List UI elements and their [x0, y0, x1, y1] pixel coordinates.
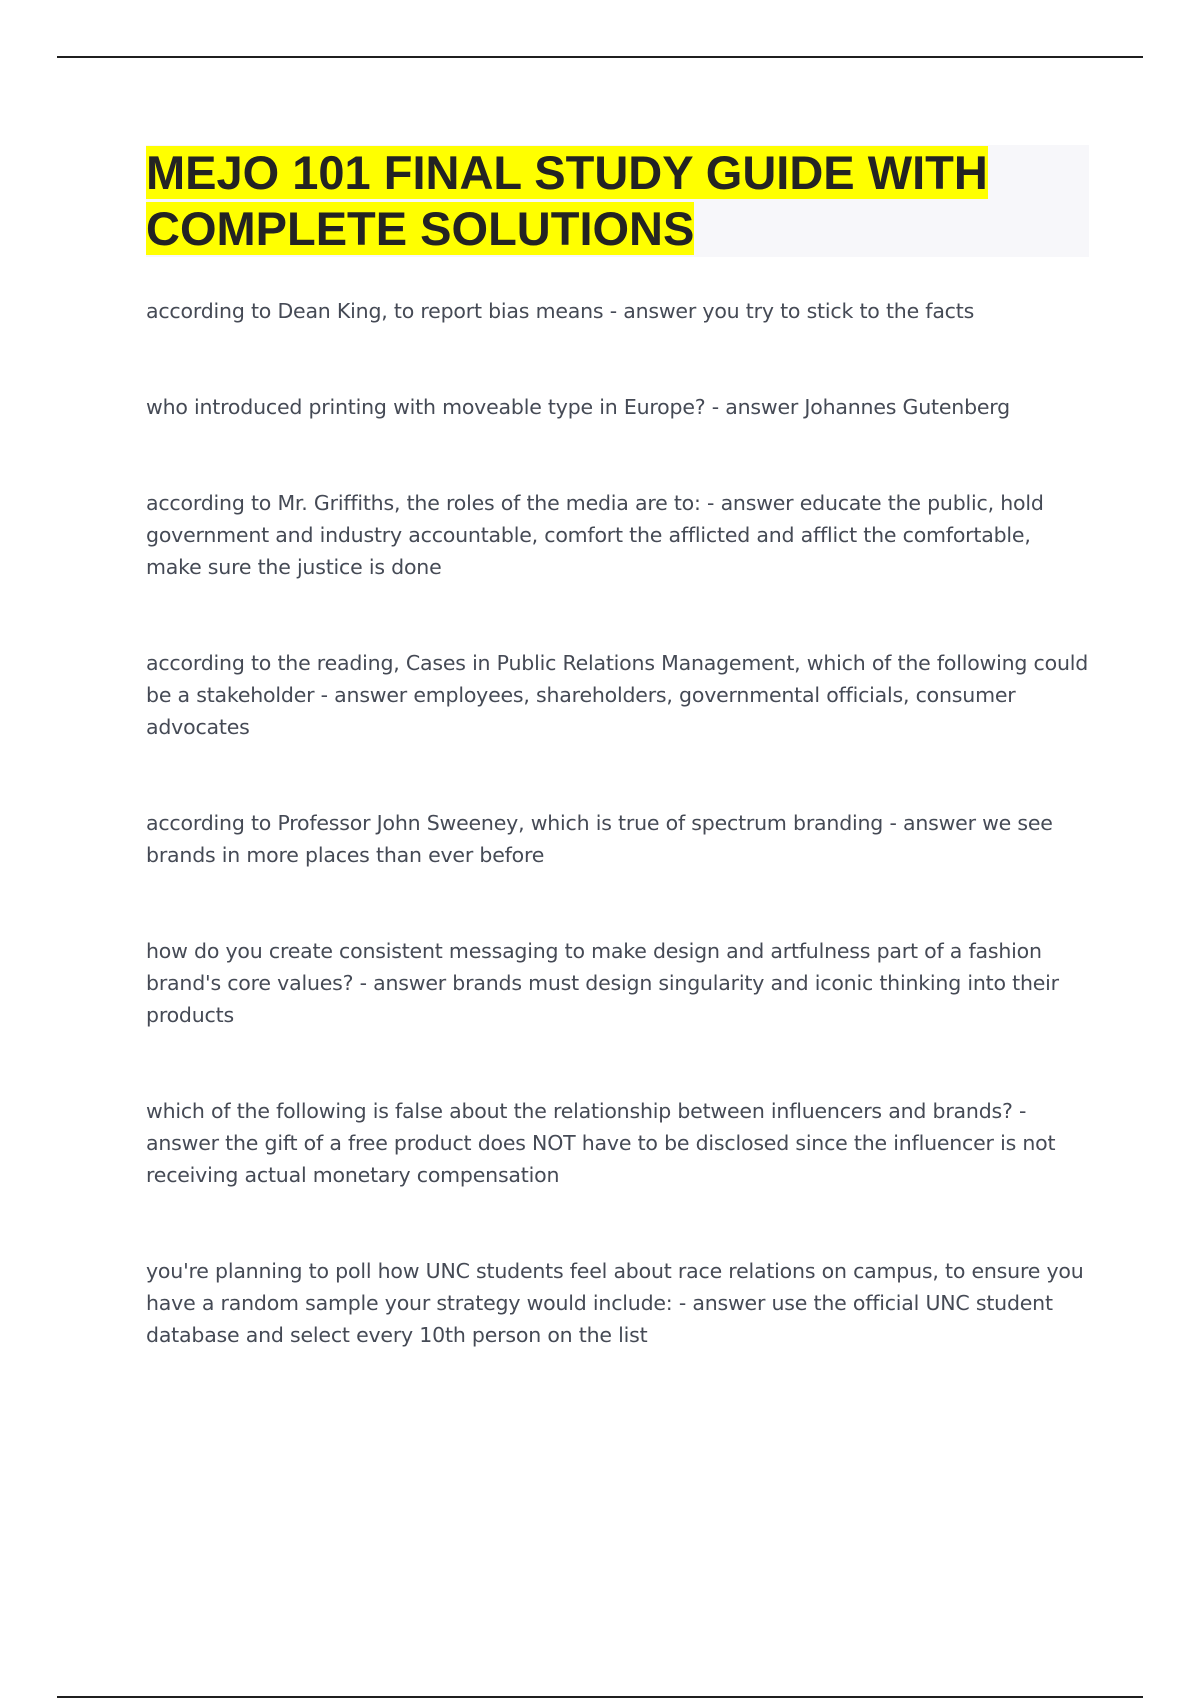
qa-list [146, 295, 1089, 1351]
document-body [146, 145, 1089, 1415]
qa-item-1: according to Dean King, to report bias means - answer you try to stick to the facts [146, 299, 975, 323]
document-title [146, 145, 1089, 257]
qa-item-5: according to Professor John Sweeney, which is true of spectrum branding - answer we see brands in more places than ever before [146, 811, 1053, 867]
qa-item-7: which of the following is false about the relationship between influencers and brands? - answer the gift of a free product does NOT have to be disclosed since the influencer is not receiving actual monetary compensation [146, 1099, 1056, 1187]
bottom-rule [57, 1696, 1143, 1698]
title-highlight: MEJO 101 FINAL STUDY GUIDE WITH COMPLETE SOLUTIONS [146, 146, 988, 255]
title-block [146, 145, 1089, 257]
qa-item-6: how do you create consistent messaging to make design and artfulness part of a fashion brand's core values? - answer brands must design singularity and iconic thinking into their products [146, 939, 1059, 1027]
qa-item-4: according to the reading, Cases in Public Relations Management, which of the following could be a stakeholder - answer employees, shareholders, governmental officials, consumer advocates [146, 651, 1089, 739]
qa-item-8: you're planning to poll how UNC students feel about race relations on campus, to ensure you have a random sample your strategy would include: - answer use the official UNC student database and select every 10th person on the list [146, 1259, 1084, 1347]
qa-item-3: according to Mr. Griffiths, the roles of the media are to: - answer educate the public, hold government and industry accountable, comfort the afflicted and afflict the comfortable, make sure the justice is done [146, 491, 1044, 579]
top-rule [57, 56, 1143, 58]
qa-item-2: who introduced printing with moveable type in Europe? - answer Johannes Gutenberg [146, 395, 1010, 419]
